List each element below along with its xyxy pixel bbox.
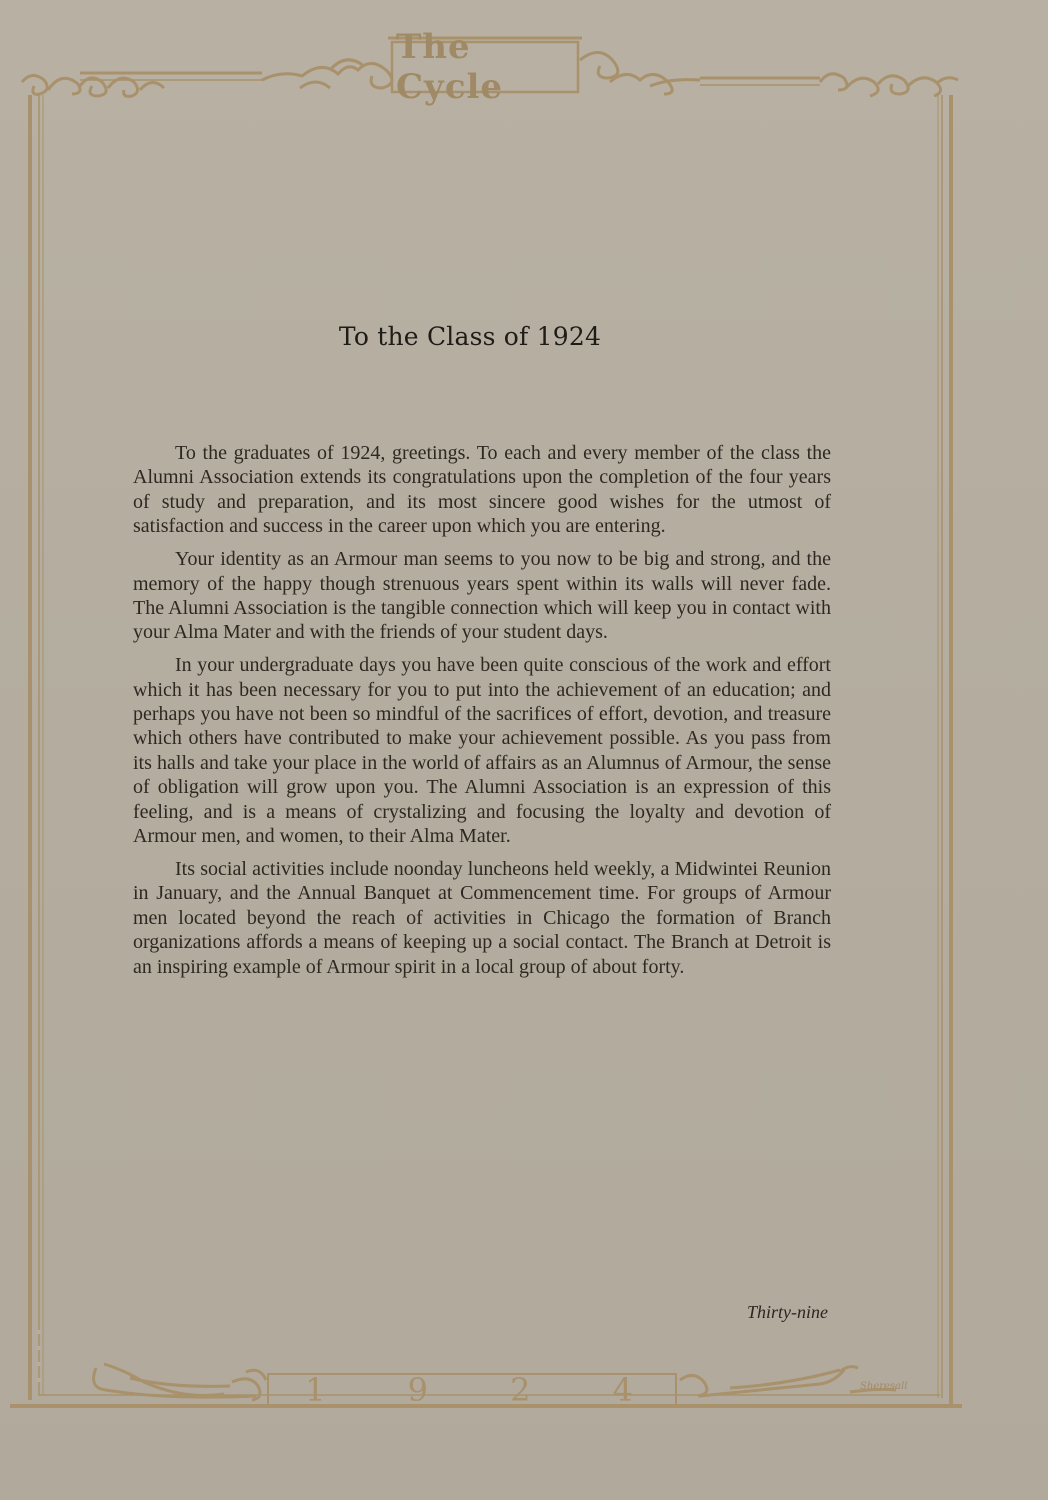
paragraph: To the graduates of 1924, greetings. To each and every member of the class the Alumni Association extends its congratulations upon the completion of the four years of study and preparation, and its most sincere good wishes for the utmost of satisfaction and success in the career upon which you are entering. xyxy=(133,442,831,538)
paragraph: In your undergraduate days you have been quite conscious of the work and effort which it has been necessary for you to put into the achievement of an education; and perhaps you have not been so mindful of the sacrifices of effort, devotion, and treasure which others have contributed to make your achievement possible. As you pass from its halls and take your place in the world of affairs as an Alumnus of Armour, the sense of obligation will grow upon you. The Alumni Association is an expression of this feeling, and is a means of crystalizing and focusing the loyalty and devotion of Armour men, and women, to their Alma Mater. xyxy=(133,654,831,848)
artist-signature: Sheresall xyxy=(860,1381,908,1392)
year-digit: 4 xyxy=(612,1371,633,1409)
top-right-scroll xyxy=(820,74,958,96)
top-center-right-scroll xyxy=(580,52,700,94)
article-title: To the Class of 1924 xyxy=(338,322,602,351)
year-digit: 1 xyxy=(305,1371,326,1409)
top-left-scroll xyxy=(22,75,164,96)
article-body xyxy=(133,441,831,988)
paragraph: Your identity as an Armour man seems to you now to be big and strong, and the memory of the happy though strenuous years spent within its walls will never fade. The Alumni Association is the tangible connection which will keep you in contact with your Alma Mater and with the friends of your student days. xyxy=(133,548,831,644)
year-digit: 2 xyxy=(510,1371,531,1409)
top-center-left-scroll xyxy=(262,60,392,88)
paragraph: Its social activities include noonday luncheons held weekly, a Midwintei Reunion in January, and the Annual Banquet at Commencement time. For groups of Armour men located beyond the reach of activities in Chicago the formation of Branch organizations affords a means of keeping up a social contact. The Branch at Detroit is an inspiring example of Armour spirit in a local group of about forty. xyxy=(133,858,831,978)
footer-year xyxy=(264,1372,674,1408)
year-digit: 9 xyxy=(407,1371,428,1409)
page-number: Thirty-nine xyxy=(747,1302,828,1322)
masthead-title: The Cycle xyxy=(396,27,504,107)
